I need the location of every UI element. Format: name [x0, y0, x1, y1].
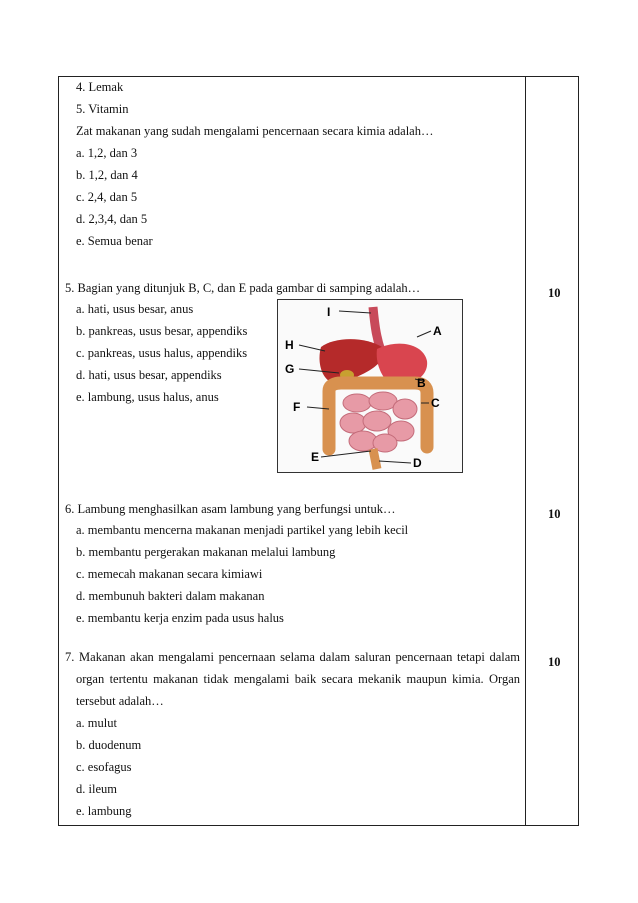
q4-choice-e: e. Semua benar — [76, 234, 153, 248]
q4-choice-c: c. 2,4, dan 5 — [76, 190, 138, 204]
q5-choice-b: b. pankreas, usus besar, appendiks — [76, 324, 248, 338]
q7-score: 10 — [548, 655, 561, 669]
q6-choice-e: e. membantu kerja enzim pada usus halus — [76, 611, 284, 625]
figure-label-i: I — [327, 305, 331, 319]
rectum-shape — [373, 449, 377, 469]
q7-choice-c: c. esofagus — [76, 760, 132, 774]
figure-label-h: H — [285, 338, 294, 352]
q7-choice-e: e. lambung — [76, 804, 132, 818]
figure-label-b: B — [417, 376, 426, 390]
figure-label-c: C — [431, 396, 440, 410]
q5-question: 5. Bagian yang ditunjuk B, C, dan E pada gambar di samping adalah… — [65, 281, 421, 295]
q7-question-line-1: 7. Makanan akan mengalami pencernaan selama dalam saluran pencernaan tetapi dalam — [65, 650, 520, 664]
q6-choice-a: a. membantu mencerna makanan menjadi partikel yang lebih kecil — [76, 523, 409, 537]
q7-choice-d: d. ileum — [76, 782, 117, 796]
q5-choice-e: e. lambung, usus halus, anus — [76, 390, 219, 404]
figure-label-d: D — [413, 456, 422, 470]
column-divider — [525, 77, 526, 825]
q4-prompt: Zat makanan yang sudah mengalami pencernaan secara kimia adalah… — [76, 124, 434, 138]
question-table — [58, 76, 579, 826]
q6-choice-d: d. membunuh bakteri dalam makanan — [76, 589, 265, 603]
digestive-system-figure — [277, 299, 463, 473]
figure-label-e: E — [311, 450, 320, 464]
q4-choice-a: a. 1,2, dan 3 — [76, 146, 138, 160]
q5-choice-c: c. pankreas, usus halus, appendiks — [76, 346, 248, 360]
q7-choice-b: b. duodenum — [76, 738, 142, 752]
q6-question: 6. Lambung menghasilkan asam lambung yang berfungsi untuk… — [65, 502, 396, 516]
q5-choice-a: a. hati, usus besar, anus — [76, 302, 194, 316]
q6-choice-c: c. memecah makanan secara kimiawi — [76, 567, 263, 581]
figure-label-a: A — [433, 324, 442, 338]
q7-question-line-3: tersebut adalah… — [76, 694, 164, 708]
q7-choice-a: a. mulut — [76, 716, 117, 730]
figure-label-g: G — [285, 362, 295, 376]
q5-choice-d: d. hati, usus besar, appendiks — [76, 368, 222, 382]
q5-score: 10 — [548, 286, 561, 300]
q4-choice-b: b. 1,2, dan 4 — [76, 168, 138, 182]
q6-choice-b: b. membantu pergerakan makanan melalui lambung — [76, 545, 336, 559]
q4-option-4: 4. Lemak — [76, 80, 124, 94]
q7-question-line-2: organ tertentu makanan tidak mengalami baik secara mekanik maupun kimia. Organ — [76, 672, 520, 686]
q4-option-5: 5. Vitamin — [76, 102, 129, 116]
q6-score: 10 — [548, 507, 561, 521]
q4-choice-d: d. 2,3,4, dan 5 — [76, 212, 148, 226]
figure-label-f: F — [293, 400, 301, 414]
